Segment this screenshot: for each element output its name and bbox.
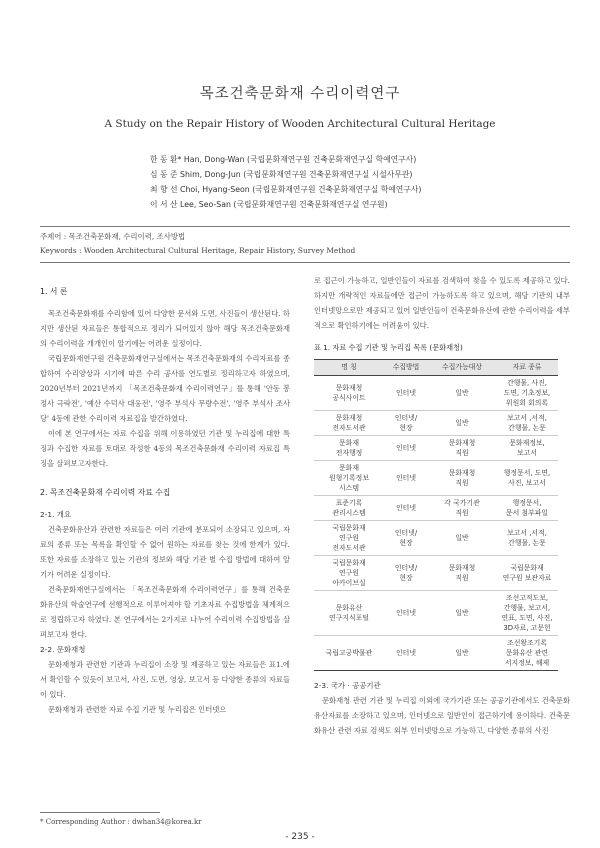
table-cell: 일반 — [428, 636, 496, 671]
table-cell: 인터넷 — [384, 376, 428, 411]
table-header-cell: 수집가능대상 — [428, 360, 496, 376]
paragraph: 문화재청 관련 기관 및 누리집 이외에 국가기관 또는 공공기관에서도 건축문화유산자료를 소장하고 있으며, 인터넷으로 일반인이 접근하기에 용이하다. 건축문화유산 관련 자료 검색도 외부 인터넷망으로 가능하고, 다양한 종류의 사진 — [314, 696, 570, 735]
paragraph: 문화재청과 관련한 기관과 누리집이 소장 및 제공하고 있는 자료들은 표1.에서 확인할 수 있듯이 보고서, 사진, 도면, 영상, 보고서 등 다양한 종류의 자료들이 있다. — [40, 660, 290, 699]
table-row — [314, 461, 558, 496]
table-header-cell: 명 칭 — [314, 360, 384, 376]
subsection-heading: 2-1. 개요 — [40, 510, 72, 519]
paragraph: 건축문화유산과 관련한 자료들은 여러 기관에 분포되어 소장되고 있으며, 자료의 종류 또는 목록을 확인할 수 없어 원하는 자료를 찾는 것에 한계가 있다. 또한 자료를 소장하고 있는 기관의 정보와 해당 기관 별 수집 방법에 대하여 알기가 어려운 실정이다. — [40, 525, 290, 579]
author-line: 심 동 준 Shim, Dong-Jun (국립문화재연구원 건축문화재연구실 시설사무관) — [150, 170, 413, 179]
table-cell: 인터넷 — [384, 591, 428, 636]
corresponding-author-footnote: * Corresponding Author : dwhan34@korea.kr — [40, 818, 202, 826]
table-cell: 간행물, 사진, 도면, 기초정보, 위원회 회의록 — [496, 376, 558, 411]
table-cell: 문화재청 공식사이트 — [314, 376, 384, 411]
table-cell: 행정문서, 문서 첨부파일 — [496, 496, 558, 521]
table-cell: 인터넷/ 현장 — [384, 556, 428, 591]
keywords-korean: 주제어 : 목조건축문화재, 수리이력, 조사방법 — [40, 232, 186, 241]
table-cell: 문화재청 전자도서관 — [314, 411, 384, 436]
paper-title-korean: 목조건축문화재 수리이력연구 — [199, 86, 401, 102]
table-cell: 보고서 ,서적, 간행물, 논문 — [496, 411, 558, 436]
table-row — [314, 521, 558, 556]
table-row — [314, 411, 558, 436]
table-row — [314, 376, 558, 411]
table-cell: 인터넷 — [384, 496, 428, 521]
table-cell: 인터넷 — [384, 461, 428, 496]
table-cell: 일반 — [428, 591, 496, 636]
section-heading: 1. 서 론 — [40, 287, 68, 296]
table-cell: 국립문화재 연구원 전자도서관 — [314, 521, 384, 556]
table-row — [314, 436, 558, 461]
paragraph: 목조건축문화재를 수리함에 있어 다양한 문서와 도면, 사진들이 생산된다. 하지만 생산된 자료들은 통합적으로 정리가 되어있지 않아 해당 목조건축문화재의 수리이력을 개개인이 알기에는 어려운 실정이다. — [40, 309, 290, 348]
table-cell: 일반 — [428, 376, 496, 411]
keywords-top-rule — [40, 226, 570, 227]
table-cell: 문화재정보, 보고서 — [496, 436, 558, 461]
table-cell: 일반 — [428, 521, 496, 556]
table-cell: 조선고적도보, 간행물, 보고서, 연표, 도면, 사진, 3D자료, 고문헌 — [496, 591, 558, 636]
table-cell: 국립문화재 연구원 보관자료 — [496, 556, 558, 591]
paragraph: 이에 본 연구에서는 자료 수집을 위해 이용하였던 기관 및 누리집에 대한 특징과 수집한 자료를 토대로 작성한 4동의 목조건축문화재 수리이력 자료집 특징을 살펴보고자한다. — [40, 429, 290, 468]
table-cell: 문화재 원형기록정보 시스템 — [314, 461, 384, 496]
table-cell: 조선왕조기록 문화유산 관련 서지정보, 해제 — [496, 636, 558, 671]
table-header-cell: 자료 종류 — [496, 360, 558, 376]
table-cell: 행정문서, 도면, 사진, 보고서 — [496, 461, 558, 496]
table-row — [314, 496, 558, 521]
table-cell: 인터넷/ 현장 — [384, 411, 428, 436]
paragraph: 국립문화재연구원 건축문화재연구실에서는 목조건축문화재의 수리자료를 종합하여 수리양상과 시기에 따른 수리 공사를 연도별로 정리하고자 하였으며, 2020년부터 2021년까지 「목조건축문화재 수리이력연구」를 통해 '안동 봉정사 극락전', '예산 수덕사 대웅전', '영주 부석사 무량수전', '영주 부석사 조사당' 4동에 관한 수리이력 자료집을 발간하였다. — [40, 354, 290, 423]
table-cell: 문화재청 직원 — [428, 556, 496, 591]
paragraph: 문화재청과 관련한 자료 수집 기관 및 누리집은 인터넷으 — [48, 705, 227, 714]
author-list — [150, 152, 570, 212]
author-line: 최 향 선 Choi, Hyang-Seon (국립문화재연구원 건축문화재연구실 학예연구사) — [150, 185, 422, 194]
keywords-bottom-rule — [40, 262, 570, 263]
page-number: - 235 - — [285, 832, 315, 842]
paragraph: 로 접근이 가능하고, 일반인들이 자료를 검색하여 찾을 수 있도록 제공하고 있다. 하지만 개략적인 자료들에만 접근이 가능하도록 하고 있으며, 해당 기관의 내부 인터넷망으로만 제공되고 있어 일반인들이 건축문화유산에 관한 수리이력을 세부적으로 확인하기에는 어려움이 있다. — [314, 276, 570, 330]
right-column — [314, 273, 570, 738]
table-header-cell: 수집방법 — [384, 360, 428, 376]
table-caption: 표 1. 자료 수집 기관 및 누리집 목록 (문화재청) — [314, 343, 463, 352]
keywords-english: Keywords : Wooden Architectural Cultural Heritage, Repair History, Survey Method — [40, 246, 356, 255]
left-column — [40, 284, 290, 717]
table-cell: 인터넷/ 현장 — [384, 521, 428, 556]
table-header-row — [314, 360, 558, 376]
author-line: 이 서 산 Lee, Seo-San (국립문화재연구원 건축문화재연구실 연구원) — [150, 200, 388, 209]
table-row — [314, 636, 558, 671]
author-line: 한 동 환* Han, Dong-Wan (국립문화재연구원 건축문화재연구실 학예연구사) — [150, 155, 417, 164]
subsection-heading: 2-2. 문화재청 — [40, 645, 86, 654]
table-cell: 문화재청 직원 — [428, 436, 496, 461]
table-row — [314, 556, 558, 591]
footnote-rule — [40, 812, 160, 813]
table-cell: 국립고궁박물관 — [314, 636, 384, 671]
table-cell: 문화재청 직원 — [428, 461, 496, 496]
table-cell: 보고서 ,서적, 간행물, 논문 — [496, 521, 558, 556]
table-cell: 일반 — [428, 411, 496, 436]
table-cell: 각 국가기관 직원 — [428, 496, 496, 521]
paper-title-english: A Study on the Repair History of Wooden Architectural Cultural Heritage — [104, 118, 496, 130]
source-institution-table — [314, 359, 558, 671]
table-cell: 문화유산 연구지식포털 — [314, 591, 384, 636]
keywords-block — [40, 230, 570, 258]
subsection-heading: 2-3. 국가 · 공공기관 — [314, 681, 381, 690]
table-cell: 문화재 전자행정 — [314, 436, 384, 461]
paragraph: 건축문화재연구실에서는 「목조건축문화재 수리이력연구」를 통해 건축문화유산의 학술연구에 선행적으로 이루어져야 할 기초자료 수집방법을 체계적으로 정립하고자 하였다. 본 연구에서는 2가지로 나누어 수리이력 수집방법을 살펴보고자 한다. — [40, 585, 290, 639]
table-cell: 인터넷 — [384, 636, 428, 671]
section-heading: 2. 목조건축문화재 수리이력 자료 수집 — [40, 488, 171, 497]
table-cell: 국립문화재 연구원 아카이브실 — [314, 556, 384, 591]
table-row — [314, 591, 558, 636]
table-cell: 표준기록 관리시스템 — [314, 496, 384, 521]
table-cell: 인터넷 — [384, 436, 428, 461]
